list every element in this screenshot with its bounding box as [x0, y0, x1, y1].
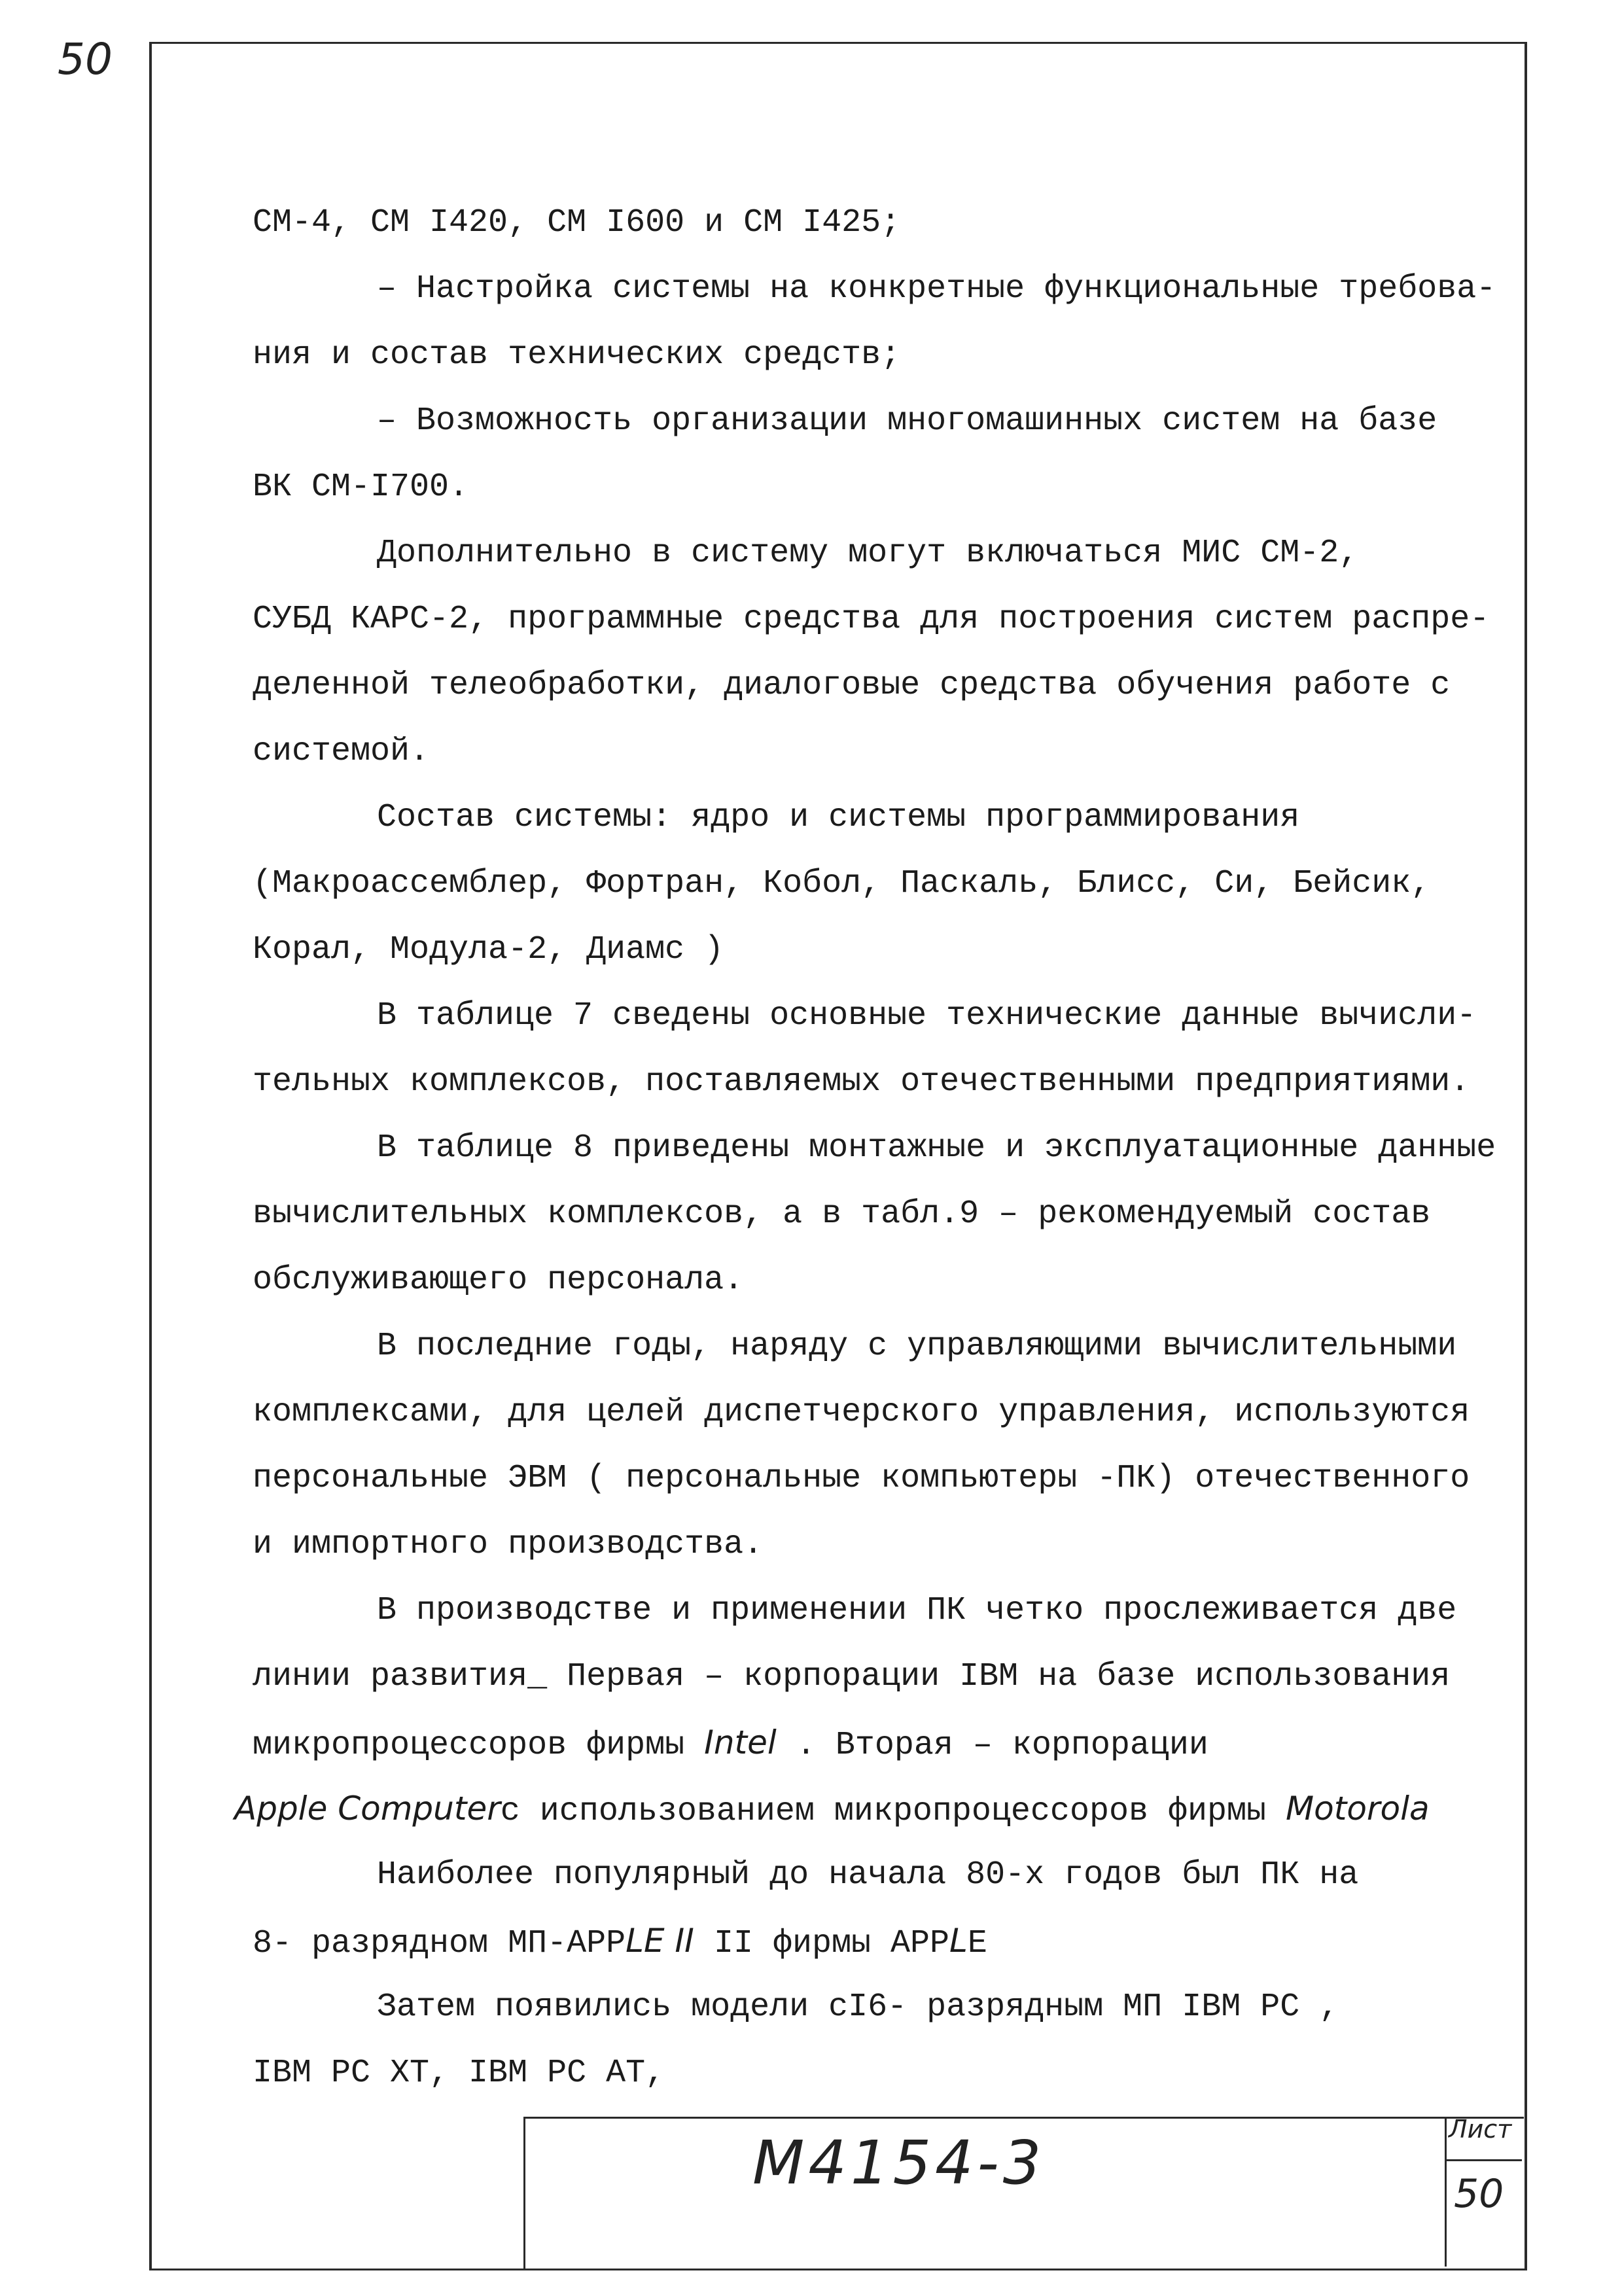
handwritten-l: L [949, 1922, 968, 1960]
text-line: (Макроассемблер, Фортран, Кобол, Паскаль, Блисс, Си, Бейсик, [253, 865, 1431, 902]
text-line-intel [253, 1710, 1522, 1776]
text-line-then: Затем появились модели cI6- разрядным МП IBM PC , [377, 1988, 1339, 2026]
text-line-last: IBM PC XT, IBM PC AT, [253, 2055, 665, 2092]
text-line: комплексами, для целей диспетчерского управления, используются [253, 1394, 1470, 1431]
text-line: – Возможность организации многомашинных систем на базе [377, 402, 1437, 440]
text-line: системой. [253, 733, 430, 770]
text-line: деленной телеобработки, диалоговые средства обучения работе с [253, 667, 1451, 704]
text-line-popular: Наиболее популярный до начала 80-х годов был ПК на [377, 1856, 1359, 1894]
text-line: Корал, Модула-2, Диамс ) [253, 931, 724, 968]
sheet-number: 50 [1454, 2171, 1504, 2217]
text-line: В таблице 8 приведены монтажные и эксплуатационные данные [377, 1129, 1496, 1167]
body-text [234, 190, 1522, 2106]
text-line: ния и состав технических средств; [253, 336, 901, 374]
text-line: СУБД КАРС-2, программные средства для построения систем распре- [253, 601, 1490, 638]
text-line: В производстве и применении ПК четко прослеживается две [377, 1592, 1457, 1629]
text-line: линии развития_ Первая – корпорации IBM на базе использования [253, 1658, 1451, 1695]
page-number-corner: 50 [58, 34, 113, 84]
text-line: Дополнительно в систему могут включаться МИС СМ-2, [377, 535, 1359, 572]
document-code: M4154-3 [752, 2128, 1046, 2198]
text-line: В таблице 7 сведены основные технические данные вычисли- [377, 997, 1477, 1034]
text-line: В последние годы, наряду с управляющими вычислительными [377, 1328, 1457, 1365]
text-span: E [967, 1925, 987, 1962]
text-span: . Вторая – корпорации [776, 1727, 1208, 1764]
text-line: Состав системы: ядро и системы программирования [377, 799, 1300, 836]
text-line: СМ-4, СМ I420, СМ I600 и СМ I425; [253, 204, 901, 241]
text-span: с использованием микропроцессоров фирмы [500, 1793, 1286, 1830]
text-line: обслуживающего персонала. [253, 1262, 744, 1299]
text-span: II фирмы APP [694, 1925, 950, 1962]
text-line: ВК СМ-I700. [253, 468, 469, 506]
text-span: 8- разрядном МП-APP [253, 1925, 626, 1962]
text-line: персональные ЭВМ ( персональные компьютеры -ПК) отечественного [253, 1460, 1470, 1497]
text-line: тельных комплексов, поставляемых отечественными предприятиями. [253, 1063, 1470, 1101]
text-lines [253, 190, 1522, 1710]
handwritten-intel: Intel [704, 1723, 777, 1761]
handwritten-apple-computer: Apple Computer [234, 1790, 501, 1828]
sheet-divider [1445, 2159, 1522, 2161]
text-line: вычислительных комплексов, а в табл.9 – рекомендуемый состав [253, 1195, 1431, 1233]
text-span: микропроцессоров фирмы [253, 1727, 705, 1764]
sheet-label: Лист [1449, 2115, 1512, 2144]
handwritten-apple-ii: LE II [626, 1922, 694, 1960]
text-line: – Настройка системы на конкретные функциональные требова- [377, 270, 1496, 308]
text-line-8bit [253, 1908, 1522, 1974]
handwritten-motorola: Motorola [1286, 1790, 1430, 1828]
text-line: и импортного производства. [253, 1526, 764, 1563]
text-line-apple [234, 1776, 1522, 1842]
